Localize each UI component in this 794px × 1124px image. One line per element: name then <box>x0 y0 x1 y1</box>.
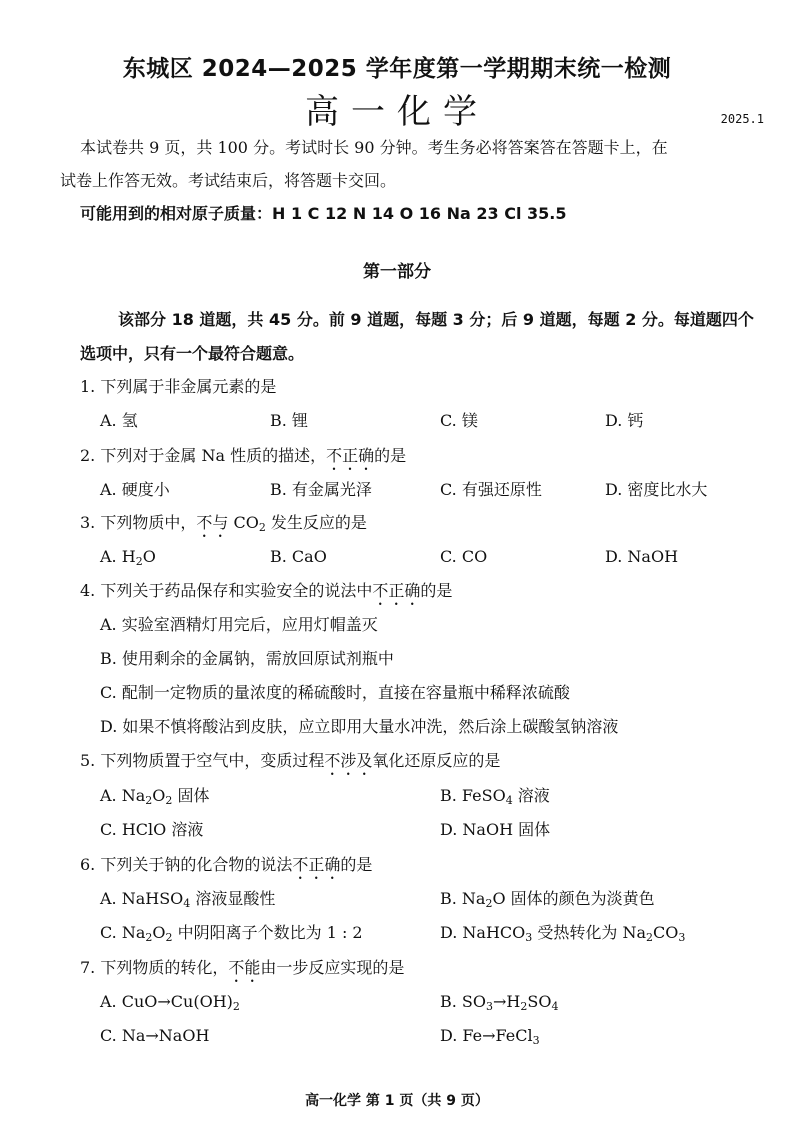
question-4-option-d: D. 如果不慎将酸沾到皮肤，应立即用大量水冲洗，然后涂上碳酸氢钠溶液 <box>100 717 619 736</box>
question-5-option-d: D. NaOH 固体 <box>440 820 551 839</box>
question-6-option-a <box>100 889 275 914</box>
question-3-option-c: C. CO <box>440 547 488 566</box>
q6b-pre: B. Na <box>440 889 486 908</box>
section-title: 第一部分 <box>363 262 431 282</box>
question-2-stem-pre: 2. 下列对于金属 Na 性质的描述， <box>80 446 327 465</box>
question-5-stem <box>80 751 500 779</box>
q6d-sub1: 3 <box>525 931 533 944</box>
question-2-option-a: A. 硬度小 <box>100 480 170 499</box>
q3a-sub: 2 <box>135 555 143 568</box>
exam-title: 东城区 2024—2025 学年度第一学期期末统一检测 <box>122 56 672 82</box>
q6a-sub1: 4 <box>183 897 191 910</box>
q6d-mid: 受热转化为 Na <box>532 923 646 942</box>
q7a-pre: A. CuO→Cu(OH) <box>100 992 233 1011</box>
question-5-option-c: C. HClO 溶液 <box>100 820 204 839</box>
question-3-stem-post: 发生反应的是 <box>265 513 367 532</box>
question-2-option-b: B. 有金属光泽 <box>270 480 372 499</box>
question-2-stem <box>80 446 406 474</box>
q6a-post: 溶液显酸性 <box>190 889 276 908</box>
question-7-emphasis: 不能 <box>228 958 261 977</box>
subject-title: 高一化学 <box>305 92 489 132</box>
question-1-option-d: D. 钙 <box>605 411 644 430</box>
q6d-sub2: 2 <box>646 931 653 944</box>
q5b-post: 溶液 <box>512 786 550 805</box>
question-5-stem-pre: 5. 下列物质置于空气中，变质过程 <box>80 751 325 770</box>
q5b-pre: B. FeSO <box>440 786 506 805</box>
q6c-post: 中阴阳离子个数比为 1 : 2 <box>172 923 363 942</box>
question-7-option-a <box>100 992 240 1017</box>
q6d-pre: D. NaHCO <box>440 923 526 942</box>
question-2-stem-post: 的是 <box>374 446 407 465</box>
q5a-sub2: 2 <box>165 794 173 807</box>
question-1-option-b: B. 锂 <box>270 411 308 430</box>
q6c-sub2: 2 <box>165 931 173 944</box>
q3a-post: O <box>142 547 156 566</box>
question-4-stem-pre: 4. 下列关于药品保存和实验安全的说法中 <box>80 581 373 600</box>
q7a-sub1: 2 <box>232 1000 240 1013</box>
question-6-stem <box>80 855 372 883</box>
q5a-mid: O <box>152 786 166 805</box>
q6c-pre: C. Na <box>100 923 146 942</box>
page-footer: 高一化学 第 1 页（共 9 页） <box>305 1093 489 1109</box>
question-4-stem-post: 的是 <box>420 581 453 600</box>
question-7-stem <box>80 958 404 986</box>
q6c-mid: O <box>152 923 166 942</box>
question-4-emphasis: 不正确 <box>372 581 421 600</box>
question-7-option-c: C. Na→NaOH <box>100 1026 210 1045</box>
question-2-option-c: C. 有强还原性 <box>440 480 542 499</box>
q7b-mid: →H <box>493 992 521 1011</box>
question-5-stem-post: 氧化还原反应的是 <box>372 751 501 770</box>
q7b-mid2: SO <box>527 992 552 1011</box>
question-3-emphasis: 不与 <box>196 513 229 532</box>
question-7-stem-pre: 7. 下列物质的转化， <box>80 958 229 977</box>
q7d-pre: D. Fe→FeCl <box>440 1026 533 1045</box>
question-5-option-a <box>100 786 209 811</box>
question-1-option-a: A. 氢 <box>100 411 138 430</box>
question-3-stem-sub: 2 <box>258 521 266 534</box>
q6b-sub1: 2 <box>485 897 493 910</box>
section-desc-1: 该部分 18 道题，共 45 分。前 9 道题，每题 3 分；后 9 道题，每题 2 分。每道题四个 <box>118 310 754 329</box>
intro-line-2: 试卷上作答无效。考试结束后，将答题卡交回。 <box>60 171 397 190</box>
question-4-stem <box>80 581 452 609</box>
question-6-stem-post: 的是 <box>340 855 373 874</box>
section-desc-2: 选项中，只有一个最符合题意。 <box>80 344 305 363</box>
q6d-sub3: 3 <box>678 931 686 944</box>
question-1-stem: 1. 下列属于非金属元素的是 <box>80 377 277 396</box>
question-6-option-b <box>440 889 655 914</box>
question-2-emphasis: 不正确 <box>326 446 375 465</box>
question-7-option-b <box>440 992 558 1017</box>
question-6-option-c <box>100 923 363 948</box>
question-3-option-b: B. CaO <box>270 547 327 566</box>
question-3-stem-pre: 3. 下列物质中， <box>80 513 197 532</box>
q6a-pre: A. NaHSO <box>100 889 184 908</box>
question-4-option-a: A. 实验室酒精灯用完后，应用灯帽盖灭 <box>100 615 378 634</box>
question-3-stem-mid: CO <box>228 513 259 532</box>
question-4-option-b: B. 使用剩余的金属钠，需放回原试剂瓶中 <box>100 649 394 668</box>
q5a-post: 固体 <box>172 786 210 805</box>
intro-line-1: 本试卷共 9 页，共 100 分。考试时长 90 分钟。考生务必将答案答在答题卡上，在 <box>80 138 668 157</box>
q3a-pre: A. H <box>100 547 136 566</box>
q7b-pre: B. SO <box>440 992 487 1011</box>
question-6-option-d <box>440 923 685 948</box>
question-6-stem-pre: 6. 下列关于钠的化合物的说法 <box>80 855 293 874</box>
question-5-emphasis: 不涉及 <box>324 751 373 770</box>
question-3-option-a <box>100 547 156 572</box>
question-1-option-c: C. 镁 <box>440 411 478 430</box>
question-7-stem-post: 由一步反应实现的是 <box>260 958 405 977</box>
question-6-emphasis: 不正确 <box>292 855 341 874</box>
q5a-pre: A. Na <box>100 786 146 805</box>
exam-date: 2025.1 <box>720 112 764 126</box>
question-7-option-d <box>440 1026 540 1051</box>
question-5-option-b <box>440 786 550 811</box>
question-2-option-d: D. 密度比水大 <box>605 480 708 499</box>
question-3-option-d: D. NaOH <box>605 547 679 566</box>
q6d-mid2: CO <box>653 923 679 942</box>
q6c-sub1: 2 <box>145 931 153 944</box>
question-4-option-c: C. 配制一定物质的量浓度的稀硫酸时，直接在容量瓶中稀释浓硫酸 <box>100 683 570 702</box>
q5b-sub1: 4 <box>505 794 513 807</box>
atomic-mass-line: 可能用到的相对原子质量：H 1 C 12 N 14 O 16 Na 23 Cl 35.5 <box>80 204 567 223</box>
q6b-post: O 固体的颜色为淡黄色 <box>492 889 655 908</box>
q7b-sub1: 3 <box>486 1000 494 1013</box>
q7b-sub3: 4 <box>551 1000 559 1013</box>
question-3-stem <box>80 513 367 541</box>
q7d-sub1: 3 <box>532 1034 540 1047</box>
q7b-sub2: 2 <box>520 1000 528 1013</box>
q5a-sub1: 2 <box>145 794 153 807</box>
